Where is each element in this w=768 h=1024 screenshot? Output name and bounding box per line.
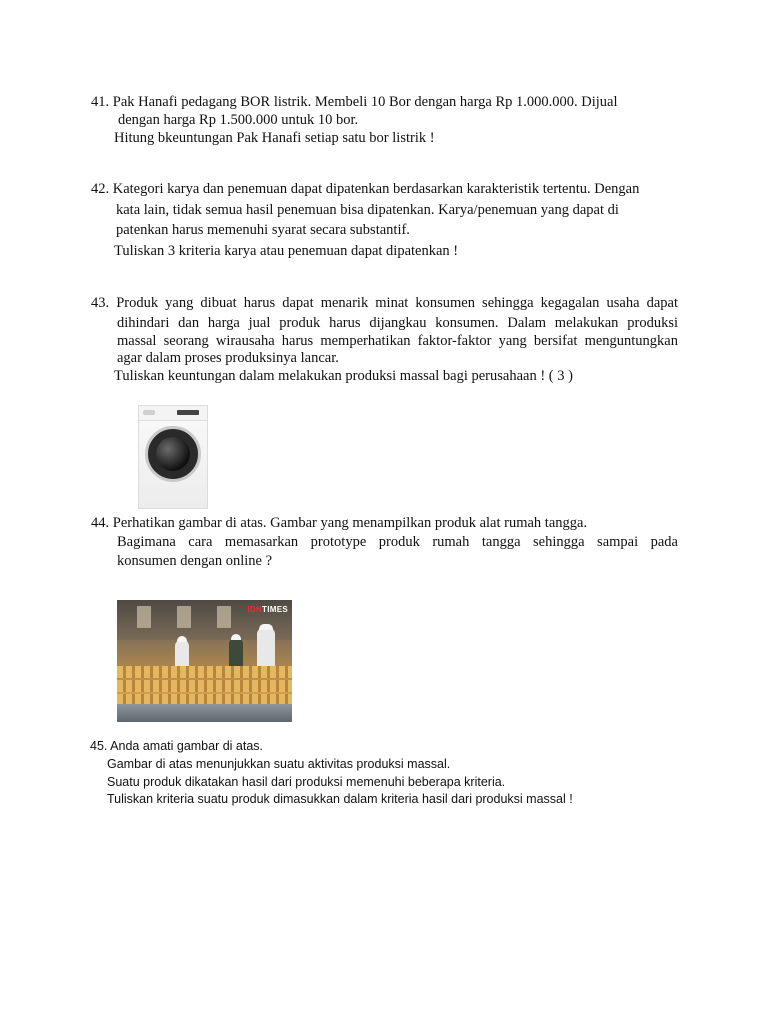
q44-line-3: konsumen dengan online ? xyxy=(117,553,273,569)
q43-line-2: dihindari dan harga jual produk harus dijangkau konsumen. Dalam melakukan produksi xyxy=(117,315,678,331)
q42-line-3: patenkan harus memenuhi syarat secara substantif. xyxy=(116,222,410,238)
factory-window xyxy=(177,606,191,628)
q45-line-2: Gambar di atas menunjukkan suatu aktivitas produksi massal. xyxy=(107,757,451,771)
q42-line-4: Tuliskan 3 kriteria karya atau penemuan dapat dipatenkan ! xyxy=(114,243,459,259)
q43-line-3: massal seorang wirausaha harus memperhatikan faktor-faktor yang bersifat menguntungkan xyxy=(117,333,678,349)
q45-line-4: Tuliskan kriteria suatu produk dimasukkan dalam kriteria hasil dari produksi massal ! xyxy=(107,792,573,806)
q44-line-1: 44. Perhatikan gambar di atas. Gambar yang menampilkan produk alat rumah tangga. xyxy=(91,515,588,531)
q45-line-3: Suatu produk dikatakan hasil dari produksi memenuhi beberapa kriteria. xyxy=(107,775,506,789)
washer-door xyxy=(145,426,201,482)
washer-knob xyxy=(143,410,155,415)
washing-machine-image xyxy=(138,405,208,509)
idn-times-watermark: IDNTIMES xyxy=(247,605,288,614)
q43-line-4: agar dalam proses produksinya lancar. xyxy=(117,350,339,366)
q44-line-2: Bagimana cara memasarkan prototype produk rumah tangga sehingga sampai pada xyxy=(117,534,678,550)
noodle-conveyor xyxy=(117,666,292,678)
washer-display xyxy=(177,410,199,415)
q43-line-1: 43. Produk yang dibuat harus dapat menarik minat konsumen sehingga kegagalan usaha dapat xyxy=(91,295,678,311)
factory-window xyxy=(137,606,151,628)
noodle-conveyor xyxy=(117,680,292,692)
q42-line-2: kata lain, tidak semua hasil penemuan bisa dipatenkan. Karya/penemuan yang dapat di xyxy=(116,202,619,218)
q43-line-5: Tuliskan keuntungan dalam melakukan produksi massal bagi perusahaan ! ( 3 ) xyxy=(114,368,573,384)
conveyor-rail xyxy=(117,704,292,722)
q41-line-2: dengan harga Rp 1.500.000 untuk 10 bor. xyxy=(118,112,359,128)
factory-window xyxy=(217,606,231,628)
washer-control-panel xyxy=(139,406,207,421)
mass-production-photo xyxy=(117,600,292,722)
q45-line-1: 45. Anda amati gambar di atas. xyxy=(90,739,264,753)
q41-line-3: Hitung bkeuntungan Pak Hanafi setiap satu bor listrik ! xyxy=(114,130,435,146)
washer-door-glass xyxy=(156,437,190,471)
q41-line-1: 41. Pak Hanafi pedagang BOR listrik. Membeli 10 Bor dengan harga Rp 1.000.000. Dijual xyxy=(91,94,618,110)
q42-line-1: 42. Kategori karya dan penemuan dapat dipatenkan berdasarkan karakteristik tertentu. Dengan xyxy=(91,181,640,197)
